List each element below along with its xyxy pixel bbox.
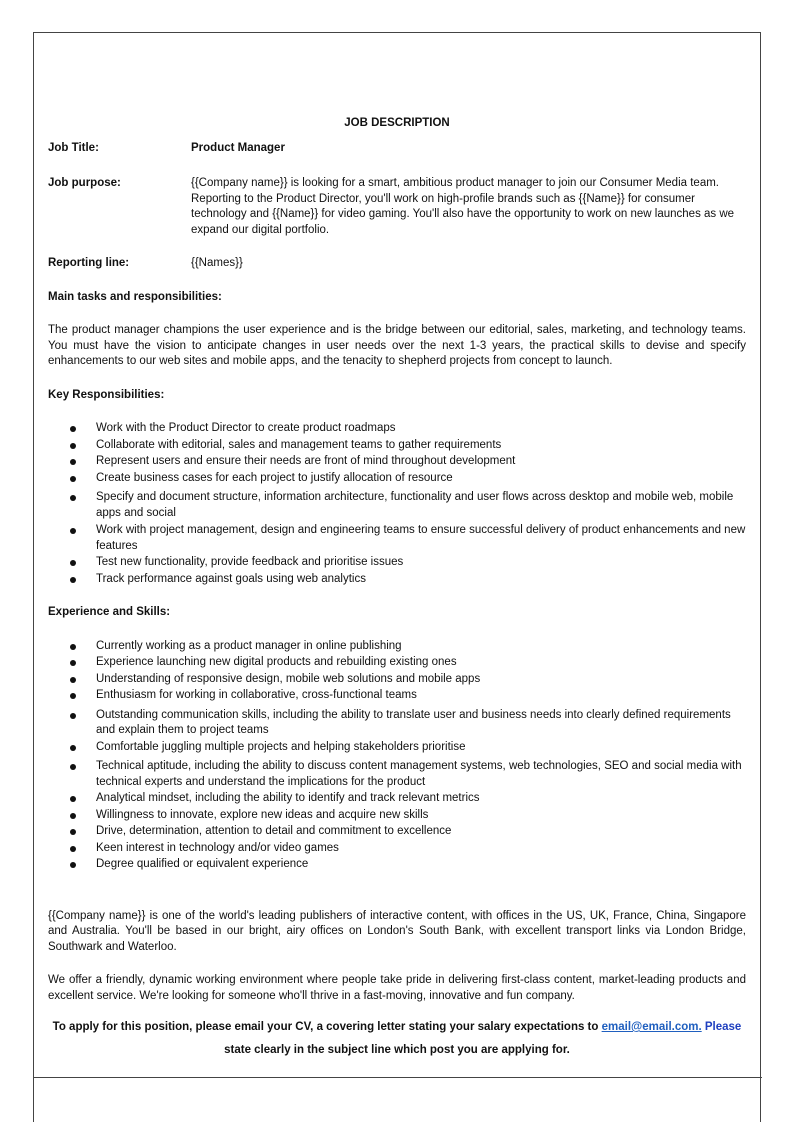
list-item: Technical aptitude, including the ability to discuss content management systems, web technologies, SEO and social media with technical experts and understand the implications for the product xyxy=(48,759,746,790)
key-responsibilities-heading: Key Responsibilities: xyxy=(48,388,165,401)
list-item: Comfortable juggling multiple projects and helping stakeholders prioritise xyxy=(48,740,746,756)
reporting-line-label: Reporting line: xyxy=(48,257,130,269)
document-title: JOB DESCRIPTION xyxy=(344,117,450,129)
company-paragraph: {{Company name}} is one of the world's leading publishers of interactive content, with offices in the US, UK, France, China, Singapore and Australia. You'll be based in our bright, airy offices on London's South Bank, with excellent transport links via London Bridge, Southwark and Waterloo. xyxy=(48,909,746,953)
email-link[interactable]: email@email.com. xyxy=(601,1021,702,1033)
main-tasks-heading: Main tasks and responsibilities: xyxy=(48,290,222,303)
list-item: Test new functionality, provide feedback and prioritise issues xyxy=(48,555,746,571)
experience-heading: Experience and Skills: xyxy=(48,606,171,618)
bullet-icon xyxy=(70,713,76,719)
key-responsibilities-list xyxy=(48,421,746,587)
bullet-icon xyxy=(70,577,76,583)
bullet-icon xyxy=(70,764,76,770)
bullet-icon xyxy=(70,813,76,819)
list-item: Outstanding communication skills, including the ability to translate user and business needs into clearly defined requirements and explain them to project teams xyxy=(48,708,746,739)
job-title-label: Job Title: xyxy=(48,141,99,154)
main-tasks-paragraph: The product manager champions the user experience and is the bridge between our editorial, sales, marketing, and technology teams. You must have the vision to anticipate changes in user needs over the next 1-3 years, the practical skills to devise and specify enhancements to our web sites and mobile apps, and the tenacity to shepherd projects from concept to launch. xyxy=(48,324,746,367)
apply-text-end: state clearly in the subject line which post you are applying for. xyxy=(224,1044,570,1056)
bullet-icon xyxy=(70,476,76,482)
list-item: Drive, determination, attention to detail and commitment to excellence xyxy=(48,824,746,840)
bullet-icon xyxy=(70,796,76,802)
list-item: Analytical mindset, including the ability to identify and track relevant metrics xyxy=(48,791,746,807)
bullet-icon xyxy=(70,829,76,835)
list-item: Represent users and ensure their needs are front of mind throughout development xyxy=(48,454,746,470)
job-title-value: Product Manager xyxy=(191,141,285,154)
apply-text-start: To apply for this position, please email your CV, a covering letter stating your salary expectations to xyxy=(52,1021,602,1033)
reporting-line-row xyxy=(48,256,746,272)
bullet-icon xyxy=(70,528,76,534)
list-item: Specify and document structure, information architecture, functionality and user flows across desktop and mobile web, mobile apps and social xyxy=(48,490,746,521)
bullet-icon xyxy=(70,846,76,852)
job-purpose-value: {{Company name}} is looking for a smart, ambitious product manager to join our Consumer Media team. Reporting to the Product Director, you'll work on high-profile brands such as {{Name}} for consumer technology and {{Name}} for video gaming. You'll also have the opportunity to work on new launches as we expand our digital portfolio. xyxy=(191,177,735,236)
footer-rule xyxy=(33,1077,762,1078)
list-item: Keen interest in technology and/or video games xyxy=(48,841,746,857)
apply-please-text: Please xyxy=(701,1021,742,1033)
list-item: Create business cases for each project to justify allocation of resource xyxy=(48,471,746,487)
document-body xyxy=(48,116,746,1062)
list-item: Willingness to innovate, explore new ideas and acquire new skills xyxy=(48,808,746,824)
job-title-row xyxy=(48,141,746,157)
bullet-icon xyxy=(70,862,76,868)
reporting-line-value: {{Names}} xyxy=(191,257,243,269)
bullet-icon xyxy=(70,560,76,566)
list-item: Track performance against goals using web analytics xyxy=(48,572,746,588)
bullet-icon xyxy=(70,677,76,683)
bullet-icon xyxy=(70,644,76,650)
job-purpose-row xyxy=(48,176,746,238)
bullet-icon xyxy=(70,660,76,666)
list-item: Understanding of responsive design, mobile web solutions and mobile apps xyxy=(48,672,746,688)
offer-paragraph: We offer a friendly, dynamic working environment where people take pride in delivering first-class content, market-leading products and excellent service. We're looking for someone who'll thrive in a fast-moving, innovative and fun company. xyxy=(48,974,746,1002)
list-item: Experience launching new digital products and rebuilding existing ones xyxy=(48,655,746,671)
bullet-icon xyxy=(70,426,76,432)
experience-skills-list xyxy=(48,639,746,873)
bullet-icon xyxy=(70,459,76,465)
job-purpose-label: Job purpose: xyxy=(48,177,121,189)
bullet-icon xyxy=(70,495,76,501)
apply-instructions xyxy=(48,1016,746,1062)
list-item: Collaborate with editorial, sales and management teams to gather requirements xyxy=(48,438,746,454)
list-item: Currently working as a product manager in online publishing xyxy=(48,639,746,655)
bullet-icon xyxy=(70,693,76,699)
list-item: Enthusiasm for working in collaborative, cross-functional teams xyxy=(48,688,746,704)
list-item: Work with the Product Director to create product roadmaps xyxy=(48,421,746,437)
bullet-icon xyxy=(70,745,76,751)
list-item: Degree qualified or equivalent experience xyxy=(48,857,746,873)
list-item: Work with project management, design and engineering teams to ensure successful delivery of product enhancements and new features xyxy=(48,523,746,554)
bullet-icon xyxy=(70,443,76,449)
